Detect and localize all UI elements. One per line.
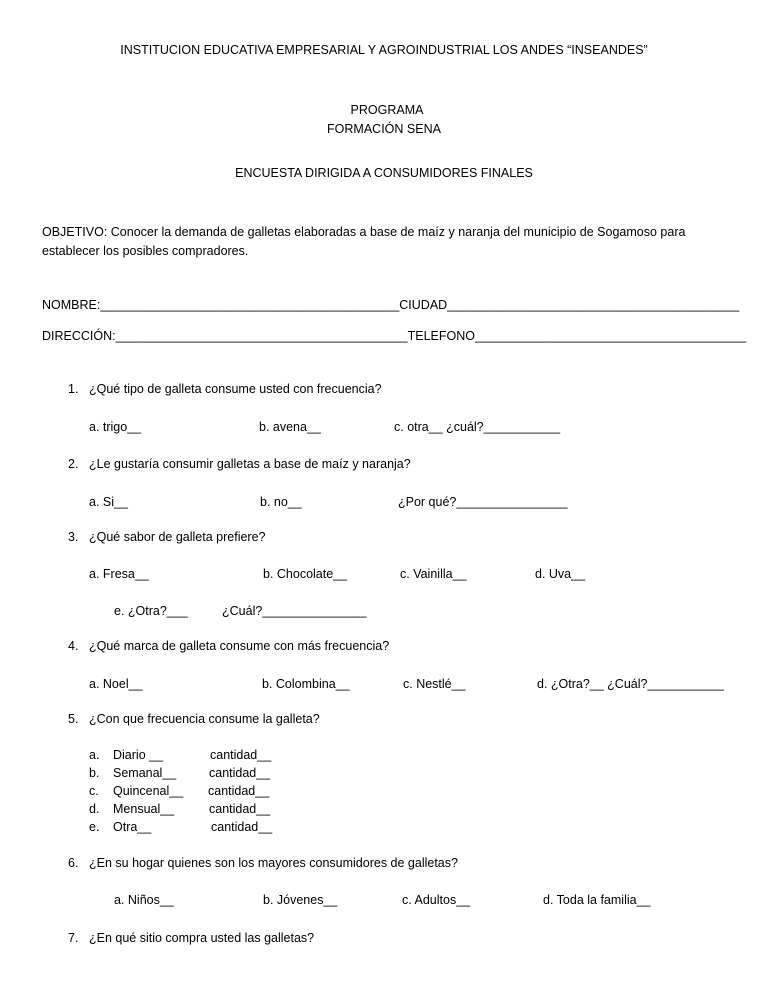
q2-option-a[interactable]: a. Si__ [89,495,128,509]
q1-option-a[interactable]: a. trigo__ [89,420,142,434]
q5-quantity-b[interactable]: cantidad__ [209,766,271,780]
q3-option-a[interactable]: a. Fresa__ [89,567,149,581]
q2-option-b[interactable]: b. no__ [260,495,302,509]
q3-option-c[interactable]: c. Vainilla__ [400,567,467,581]
address-phone-field[interactable]: DIRECCIÓN:__________________________________________TELEFONO_______________________________________ [42,329,747,343]
question-7-number: 7. [68,931,79,945]
q5-quantity-c[interactable]: cantidad__ [208,784,270,798]
q5-option-c[interactable]: Quincenal__ [113,784,184,798]
question-4-number: 4. [68,639,79,653]
q5-option-d[interactable]: Mensual__ [113,802,175,816]
q5-quantity-a[interactable]: cantidad__ [210,748,272,762]
q5-letter-a: a. [89,748,100,762]
q5-option-a[interactable]: Diario __ [113,748,164,762]
q4-option-d[interactable]: d. ¿Otra?__ ¿Cuál?___________ [537,677,724,691]
objective-line-2: establecer los posibles compradores. [42,244,249,258]
question-5-number: 5. [68,712,79,726]
program-title: PROGRAMA [350,103,424,117]
q1-option-c[interactable]: c. otra__ ¿cuál?___________ [394,420,561,434]
q6-option-d[interactable]: d. Toda la familia__ [543,893,651,907]
q5-letter-b: b. [89,766,100,780]
question-3-text: ¿Qué sabor de galleta prefiere? [89,530,266,544]
question-7-text: ¿En qué sitio compra usted las galletas? [89,931,315,945]
question-4-text: ¿Qué marca de galleta consume con más frecuencia? [89,639,390,653]
q5-quantity-d[interactable]: cantidad__ [209,802,271,816]
q3-option-b[interactable]: b. Chocolate__ [263,567,348,581]
q6-option-c[interactable]: c. Adultos__ [402,893,471,907]
q2-option-why[interactable]: ¿Por qué?________________ [398,495,568,509]
training-title: FORMACIÓN SENA [327,122,441,136]
q5-letter-d: d. [89,802,100,816]
institution-title: INSTITUCION EDUCATIVA EMPRESARIAL Y AGROINDUSTRIAL LOS ANDES “INSEANDES” [120,43,648,57]
q6-option-a[interactable]: a. Niños__ [114,893,174,907]
question-5-text: ¿Con que frecuencia consume la galleta? [89,712,320,726]
objective-line-1: OBJETIVO: Conocer la demanda de galletas elaboradas a base de maíz y naranja del municipio de Sogamoso para [42,225,686,239]
q3-option-which[interactable]: ¿Cuál?_______________ [222,604,367,618]
survey-title: ENCUESTA DIRIGIDA A CONSUMIDORES FINALES [235,166,533,180]
question-6-number: 6. [68,856,79,870]
question-3-number: 3. [68,530,79,544]
q4-option-a[interactable]: a. Noel__ [89,677,143,691]
question-1-number: 1. [68,382,79,396]
q5-option-e[interactable]: Otra__ [113,820,152,834]
q4-option-b[interactable]: b. Colombina__ [262,677,350,691]
q5-letter-c: c. [89,784,99,798]
question-6-text: ¿En su hogar quienes son los mayores consumidores de galletas? [89,856,458,870]
question-1-text: ¿Qué tipo de galleta consume usted con frecuencia? [89,382,382,396]
q3-option-d[interactable]: d. Uva__ [535,567,586,581]
q4-option-c[interactable]: c. Nestlé__ [403,677,466,691]
question-2-text: ¿Le gustaría consumir galletas a base de maíz y naranja? [89,457,411,471]
q3-option-e[interactable]: e. ¿Otra?___ [114,604,188,618]
q5-option-b[interactable]: Semanal__ [113,766,177,780]
q5-letter-e: e. [89,820,100,834]
name-city-field[interactable]: NOMBRE:___________________________________________CIUDAD__________________________________________ [42,298,740,312]
question-2-number: 2. [68,457,79,471]
q5-quantity-e[interactable]: cantidad__ [211,820,273,834]
q6-option-b[interactable]: b. Jóvenes__ [263,893,338,907]
q1-option-b[interactable]: b. avena__ [259,420,321,434]
